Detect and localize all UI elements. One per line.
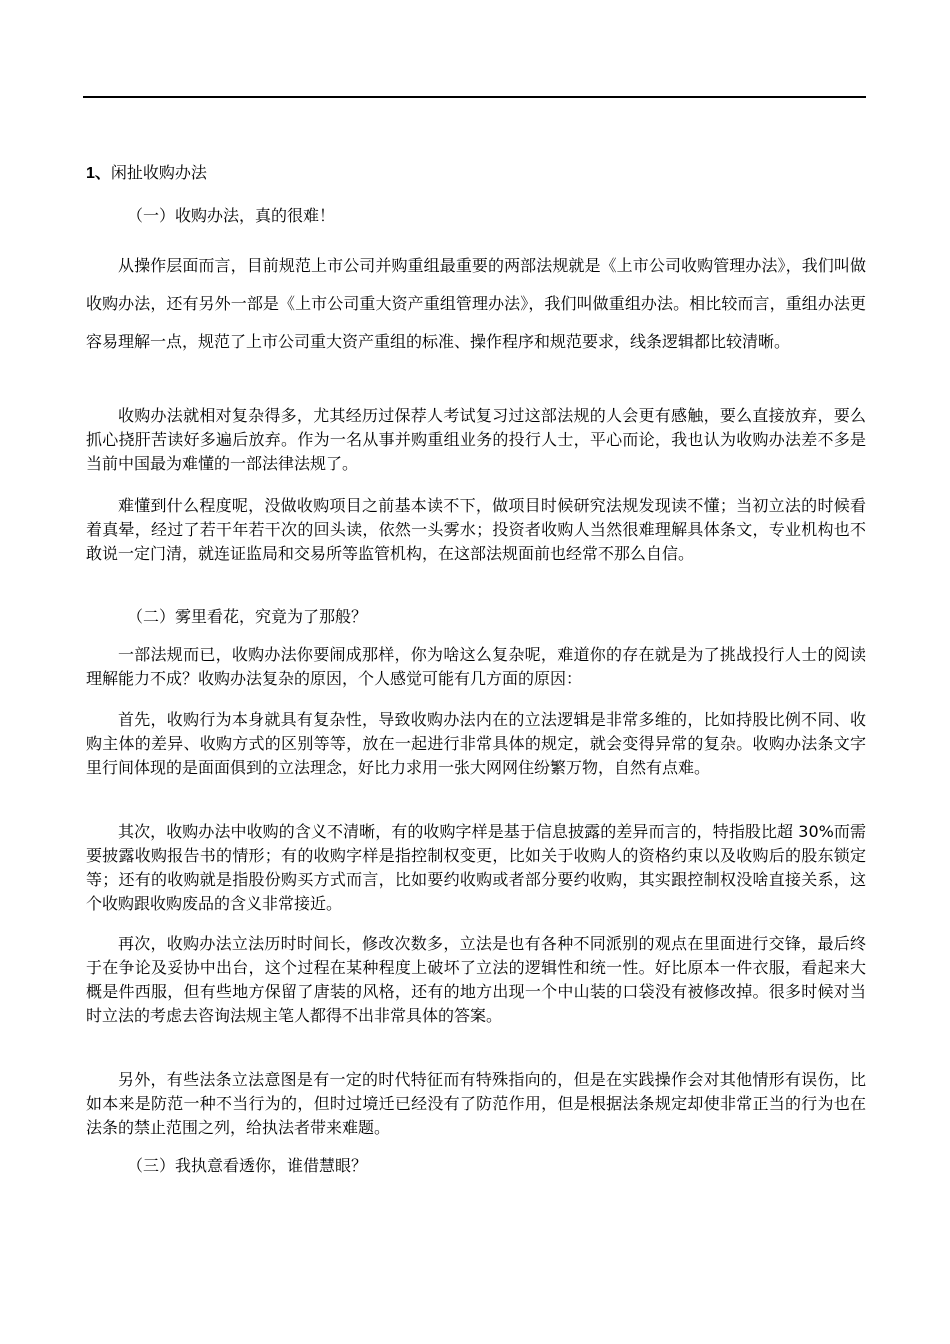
section-title: 闲扯收购办法 [110, 163, 207, 182]
paragraph: 一部法规而已，收购办法你要闹成那样，你为啥这么复杂呢，难道你的存在就是为了挑战投行人士的阅读理解能力不成？收购办法复杂的原因，个人感觉可能有几方面的原因： [86, 645, 866, 688]
paragraph: 其次，收购办法中收购的含义不清晰，有的收购字样是基于信息披露的差异而言的，特指股比超 30%而需要披露收购报告书的情形；有的收购字样是指控制权变更，比如关于收购人的资格约束以及收购后的股东锁定等；还有的收购就是指股份购买方式而言，比如要约收购或者部分要约收购，其实跟控制权没啥直接关系，这个收购跟收购废品的含义非常接近。 [86, 822, 866, 913]
paragraph: 另外，有些法条立法意图是有一定的时代特征而有特殊指向的，但是在实践操作会对其他情形有误伤，比如本来是防范一种不当行为的，但时过境迁已经没有了防范作用，但是根据法条规定却使非常正当的行为也在法条的禁止范围之列，给执法者带来难题。 [86, 1070, 866, 1137]
header-rule [83, 96, 866, 98]
subheading-part-1: （一）收购办法，真的很难！ [127, 206, 336, 225]
paragraph: 从操作层面而言，目前规范上市公司并购重组最重要的两部法规就是《上市公司收购管理办法》，我们叫做收购办法，还有另外一部是《上市公司重大资产重组管理办法》，我们叫做重组办法。相比较而言，重组办法更容易理解一点，规范了上市公司重大资产重组的标准、操作程序和规范要求，线条逻辑都比较清晰。 [86, 256, 866, 351]
subheading-part-3: （三）我执意看透你，谁借慧眼？ [127, 1156, 368, 1175]
paragraph: 再次，收购办法立法历时时间长，修改次数多，立法是也有各种不同派别的观点在里面进行交锋，最后终于在争论及妥协中出台，这个过程在某种程度上破坏了立法的逻辑性和统一性。好比原本一件衣服，看起来大概是件西服，但有些地方保留了唐装的风格，还有的地方出现一个中山装的口袋没有被修改掉。很多时候对当时立法的考虑去咨询法规主笔人都得不出非常具体的答案。 [86, 934, 866, 1025]
subheading-part-2: （二）雾里看花，究竟为了那般？ [127, 607, 368, 626]
paragraph: 收购办法就相对复杂得多，尤其经历过保荐人考试复习过这部法规的人会更有感触，要么直接放弃，要么抓心挠肝苦读好多遍后放弃。作为一名从事并购重组业务的投行人士，平心而论，我也认为收购办法差不多是当前中国最为难懂的一部法律法规了。 [86, 406, 866, 473]
section-heading [86, 161, 207, 186]
paragraph: 首先，收购行为本身就具有复杂性，导致收购办法内在的立法逻辑是非常多维的，比如持股比例不同、收购主体的差异、收购方式的区别等等，放在一起进行非常具体的规定，就会变得异常的复杂。收购办法条文字里行间体现的是面面俱到的立法理念，好比力求用一张大网网住纷繁万物，自然有点难。 [86, 710, 866, 777]
paragraph: 难懂到什么程度呢，没做收购项目之前基本读不下，做项目时候研究法规发现读不懂；当初立法的时候看着真晕，经过了若干年若干次的回头读，依然一头雾水；投资者收购人当然很难理解具体条文，专业机构也不敢说一定门清，就连证监局和交易所等监管机构，在这部法规面前也经常不那么自信。 [86, 496, 866, 563]
section-number: 1、 [86, 165, 111, 182]
